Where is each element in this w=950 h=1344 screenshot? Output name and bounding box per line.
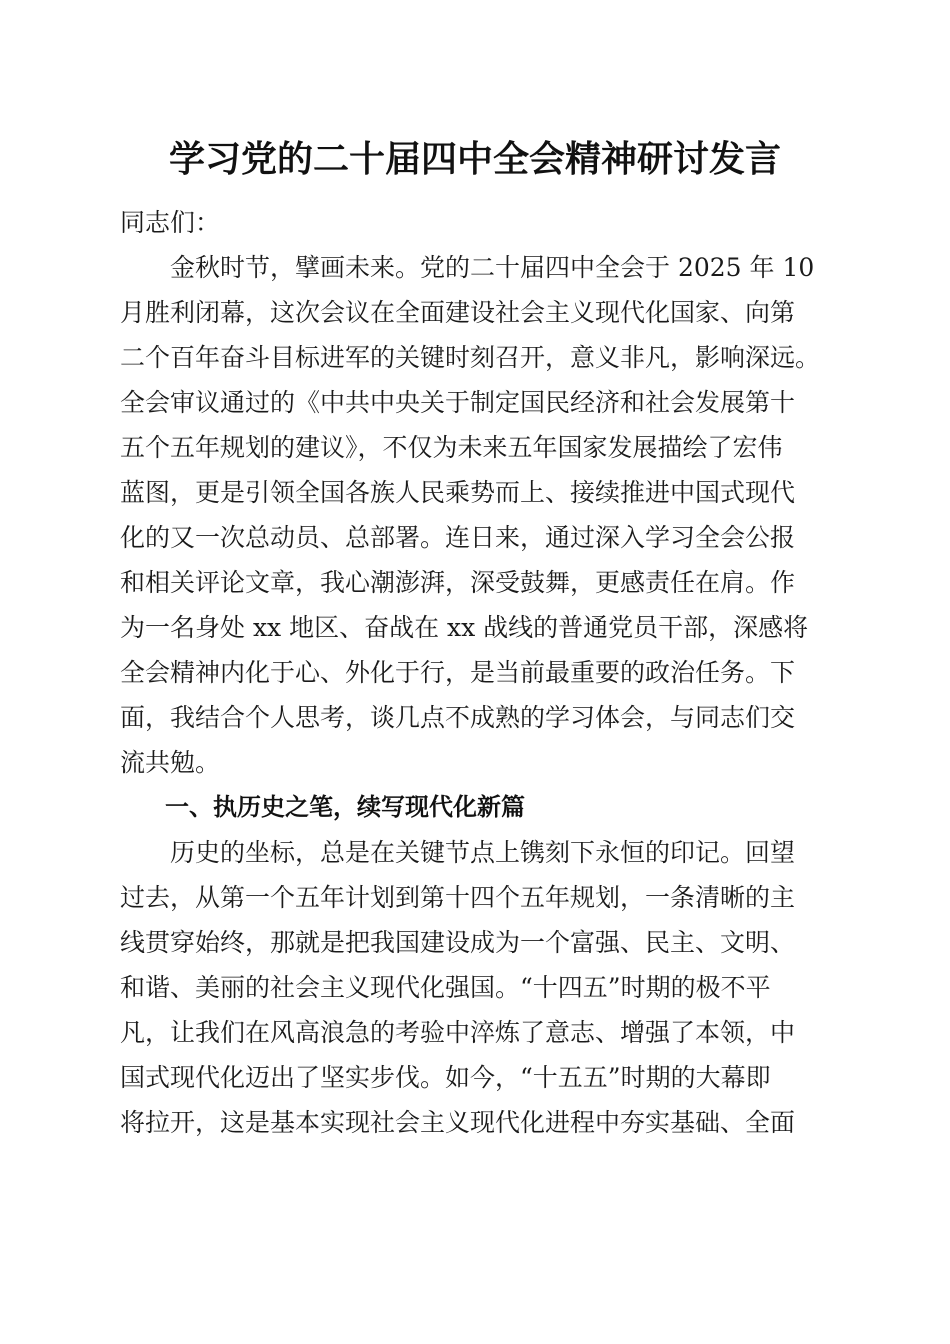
body-line: 流共勉。 — [120, 748, 221, 777]
body-line: 全会审议通过的《中共中央关于制定国民经济和社会发展第十 — [120, 388, 796, 417]
body-line: 金秋时节，擘画未来。党的二十届四中全会于 2025 年 10 — [170, 253, 815, 282]
body-line: 月胜利闭幕，这次会议在全面建设社会主义现代化国家、向第 — [120, 298, 796, 327]
body-line: 化的又一次总动员、总部署。连日来，通过深入学习全会公报 — [120, 523, 796, 552]
body-line: 面，我结合个人思考，谈几点不成熟的学习体会，与同志们交 — [120, 703, 796, 732]
body-line: 蓝图，更是引领全国各族人民乘势而上、接续推进中国式现代 — [120, 478, 796, 507]
section-heading: 一、执历史之笔，续写现代化新篇 — [165, 793, 525, 821]
body-line: 过去，从第一个五年计划到第十四个五年规划，一条清晰的主 — [120, 883, 796, 912]
body-line: 将拉开，这是基本实现社会主义现代化进程中夯实基础、全面 — [120, 1108, 796, 1137]
body-line: 国式现代化迈出了坚实步伐。如今，“十五五”时期的大幕即 — [120, 1063, 771, 1092]
body-line: 全会精神内化于心、外化于行，是当前最重要的政治任务。下 — [120, 658, 796, 687]
body-line: 五个五年规划的建议》，不仅为未来五年国家发展描绘了宏伟 — [120, 433, 783, 462]
body-line: 为一名身处 xx 地区、奋战在 xx 战线的普通党员干部，深感将 — [120, 613, 809, 642]
body-line: 凡，让我们在风高浪急的考验中淬炼了意志、增强了本领，中 — [120, 1018, 796, 1047]
page-title: 学习党的二十届四中全会精神研讨发言 — [168, 138, 781, 180]
body-line: 和相关评论文章，我心潮澎湃，深受鼓舞，更感责任在肩。作 — [120, 568, 796, 597]
salutation: 同志们： — [120, 208, 221, 237]
body-line: 和谐、美丽的社会主义现代化强国。“十四五”时期的极不平 — [120, 973, 771, 1002]
body-line: 线贯穿始终，那就是把我国建设成为一个富强、民主、文明、 — [120, 928, 796, 957]
body-line: 历史的坐标，总是在关键节点上镌刻下永恒的印记。回望 — [170, 838, 796, 867]
document-body — [120, 200, 830, 1145]
body-line: 二个百年奋斗目标进军的关键时刻召开，意义非凡，影响深远。 — [120, 343, 821, 372]
